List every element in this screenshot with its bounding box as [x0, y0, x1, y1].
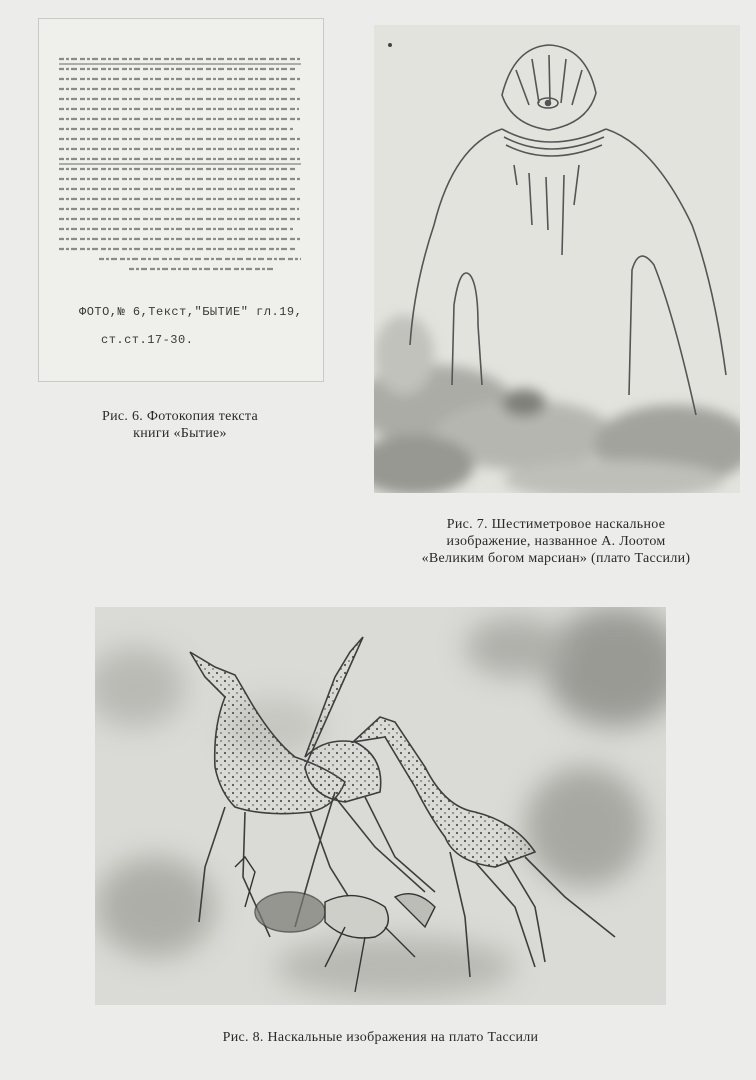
caption-line: изображение, названное А. Лоотом: [446, 534, 666, 549]
giraffes-drawing: [95, 607, 666, 1005]
photocopy-text-lines: [39, 19, 323, 381]
caption-line: «Великим богом марсиан» (плато Тассили): [421, 551, 691, 566]
caption-line: Рис. 6. Фотокопия текста: [101, 409, 259, 424]
caption-line: книги «Бытие»: [133, 426, 227, 441]
caption-line: Рис. 7. Шестиметровое наскальное: [446, 517, 666, 532]
figure-7-rock-painting: [374, 25, 740, 493]
figure-6-photocopy: [38, 18, 324, 382]
figure-8-giraffes-rock-art: [95, 607, 666, 1005]
figure-8-caption: [95, 1029, 666, 1046]
doc-text-line-2: ст.ст.17-30.: [101, 333, 194, 347]
figure-7-caption: [376, 516, 736, 567]
doc-text-line-1: ФОТО,№ 6,Текст,"БЫТИЕ" гл.19,: [79, 305, 303, 319]
caption-line: Рис. 8. Наскальные изображения на плато Тассили: [222, 1030, 539, 1045]
figure-6-caption: [40, 408, 320, 442]
martian-god-drawing: [374, 25, 740, 493]
